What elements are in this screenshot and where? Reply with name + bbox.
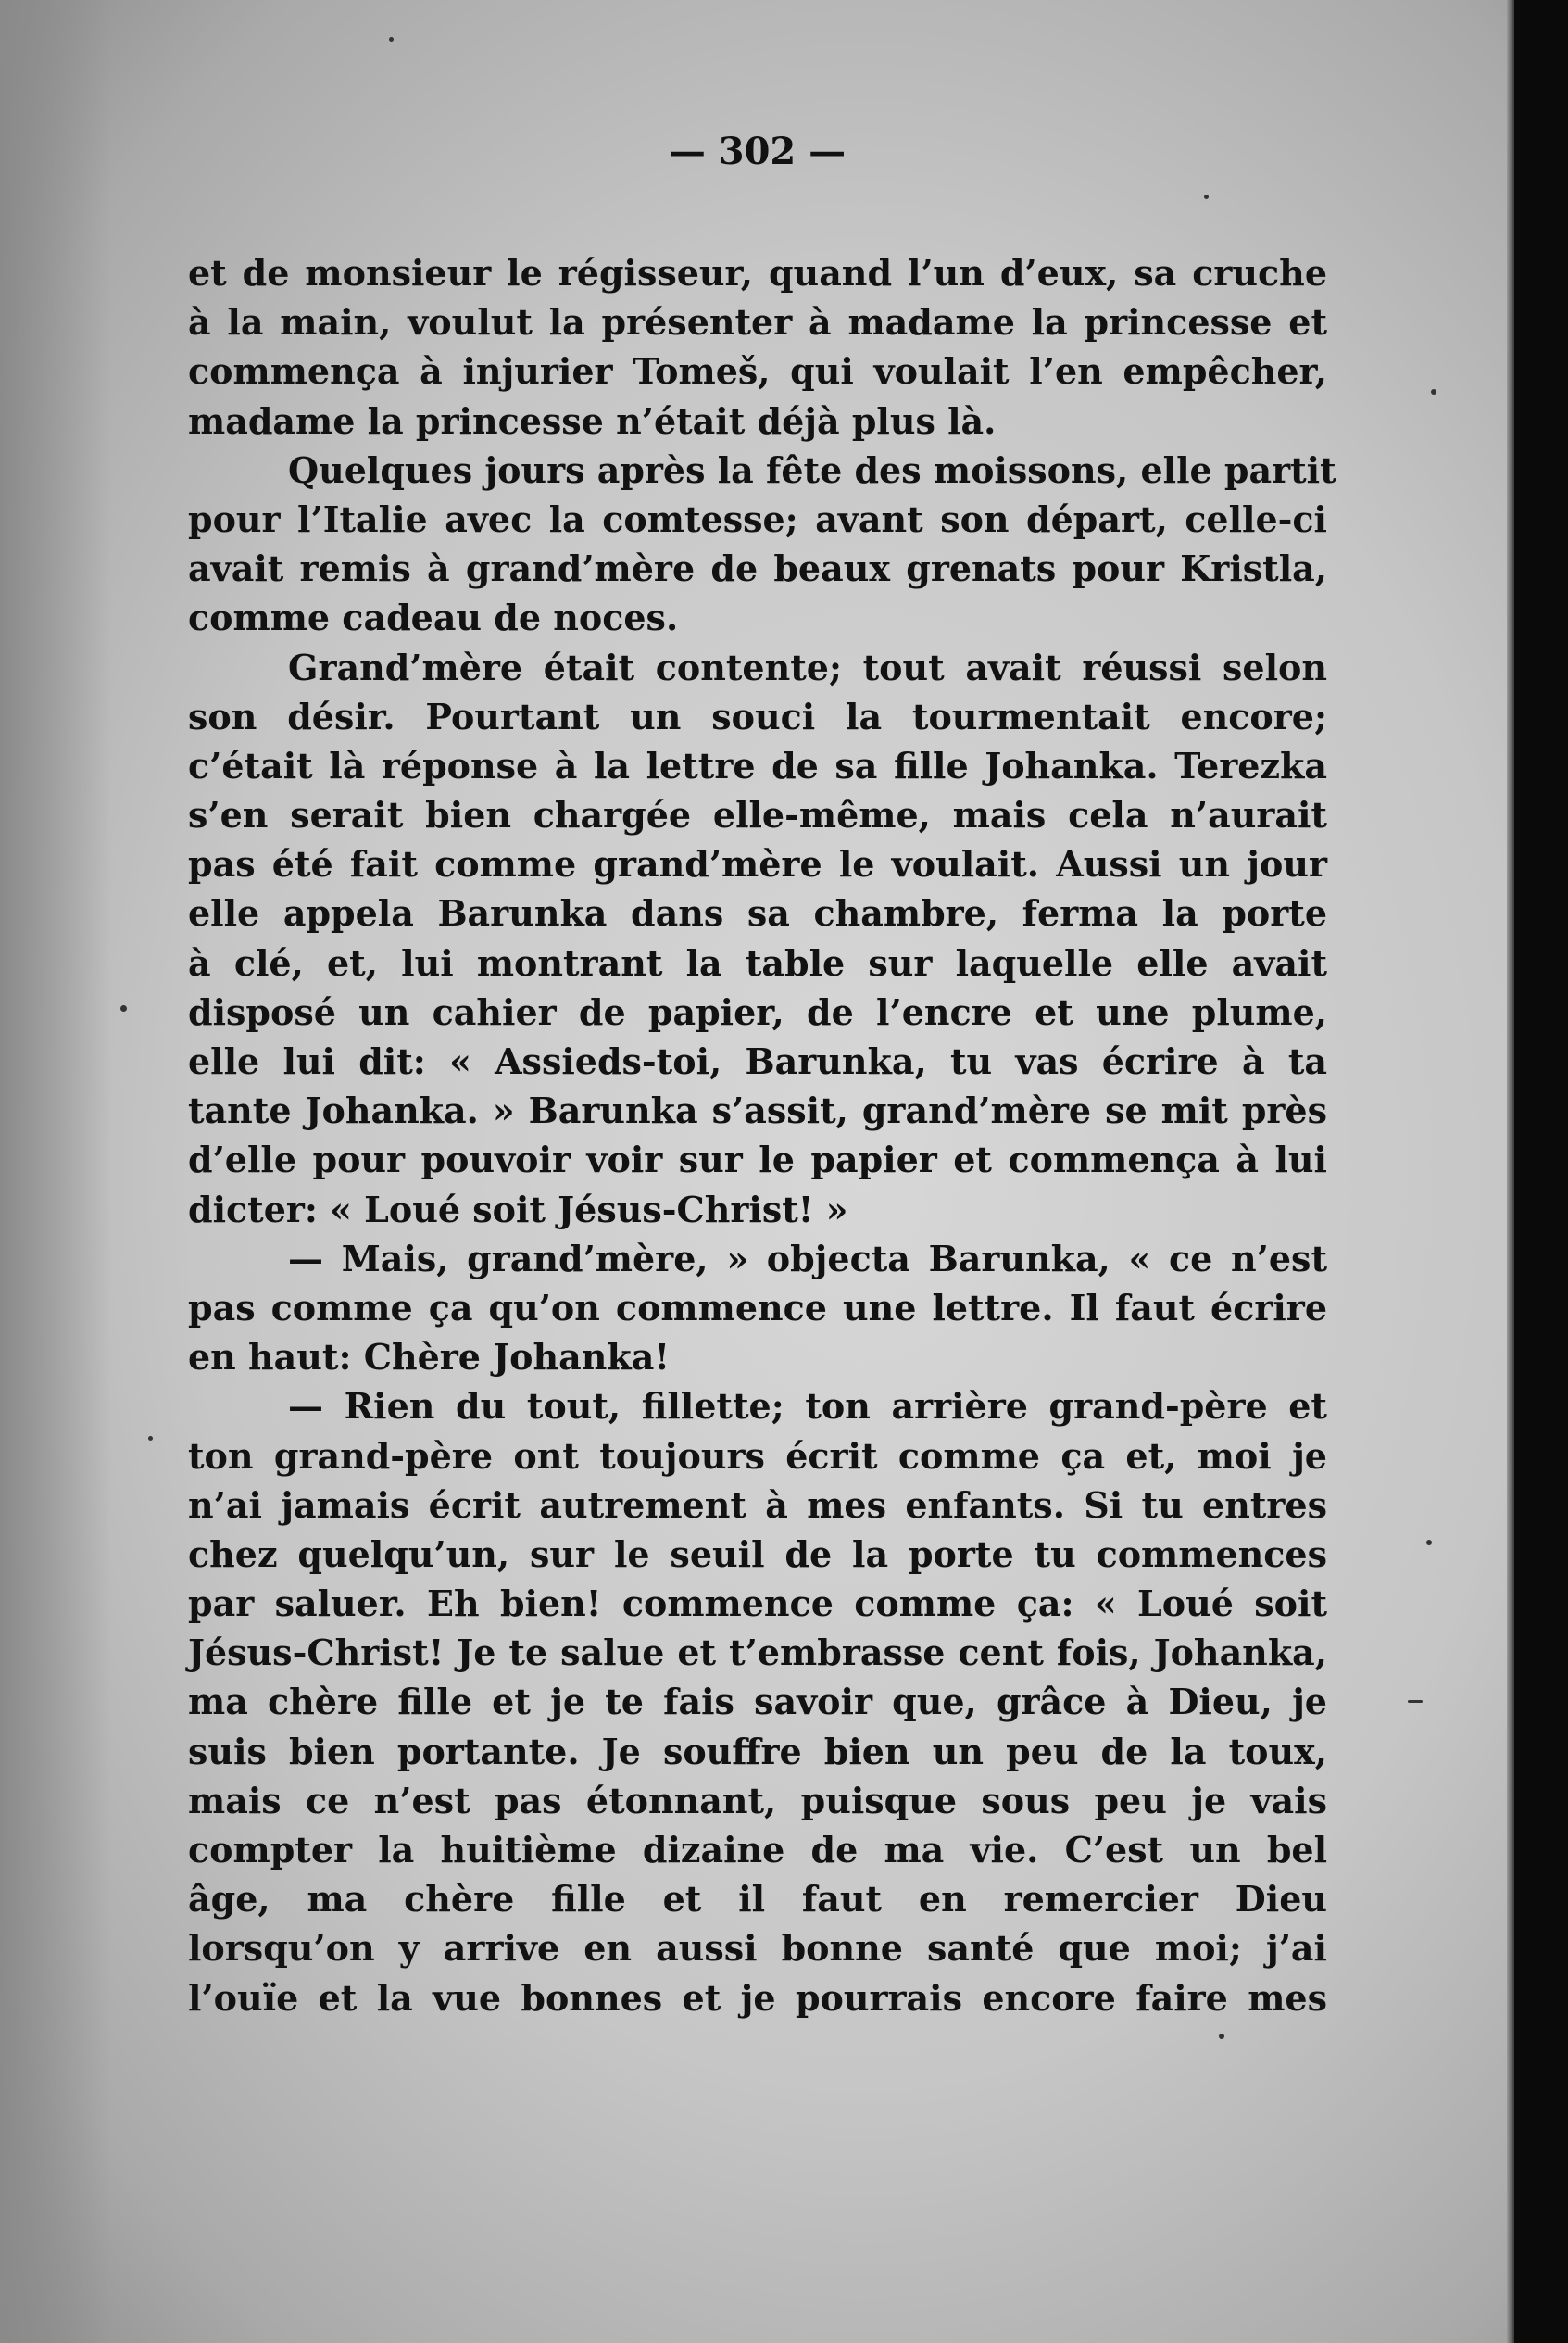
text-line: l’ouïe et la vue bonnes et je pourrais encore faire mes [188, 1976, 1327, 2019]
text-line: disposé un cahier de papier, de l’encre et une plume, [188, 990, 1327, 1033]
page-left-shadow [0, 0, 111, 2343]
text-line: chez quelqu’un, sur le seuil de la porte tu commences [188, 1532, 1327, 1575]
text-line: ton grand-père ont toujours écrit comme ça et, moi je [188, 1434, 1327, 1477]
text-line: — Mais, grand’mère, » objecta Barunka, « ce n’est [288, 1237, 1327, 1279]
text-line: comme cadeau de noces. [188, 597, 679, 639]
page-number: — 302 — [668, 130, 847, 173]
dark-border [1514, 0, 1568, 2343]
text-line: d’elle pour pouvoir voir sur le papier et commença à lui [188, 1139, 1327, 1181]
text-line: âge, ma chère fille et il faut en remercier Dieu [188, 1878, 1327, 1921]
scan-speck [148, 1436, 153, 1441]
text-line: suis bien portante. Je souffre bien un peu de la toux, [188, 1730, 1327, 1772]
text-line: compter la huitième dizaine de ma vie. C’est un bel [188, 1829, 1327, 1871]
text-line: — Rien du tout, fillette; ton arrière grand-père et [288, 1385, 1327, 1428]
text-line: ma chère fille et je te fais savoir que, grâce à Dieu, je [188, 1681, 1327, 1723]
scan-speck [389, 37, 394, 42]
text-line: son désir. Pourtant un souci la tourmentait encore; [188, 695, 1327, 737]
scan-speck [1408, 1700, 1423, 1703]
scan-speck [1426, 1540, 1432, 1545]
scan-speck [120, 1005, 127, 1012]
text-line: et de monsieur le régisseur, quand l’un d’eux, sa cruche [188, 252, 1327, 294]
text-line: mais ce n’est pas étonnant, puisque sous peu je vais [188, 1779, 1327, 1821]
text-line: s’en serait bien chargée elle-même, mais cela n’aurait [188, 794, 1327, 837]
text-line: tante Johanka. » Barunka s’assit, grand’mère se mit près [188, 1090, 1327, 1132]
text-line: par saluer. Eh bien! commence comme ça: « Loué soit [188, 1582, 1327, 1625]
text-line: dicter: « Loué soit Jésus-Christ! » [188, 1188, 848, 1230]
scan-speck [1431, 389, 1436, 395]
page-binding-edge [1507, 0, 1514, 2343]
text-line: avait remis à grand’mère de beaux grenats pour Kristla, [188, 548, 1327, 590]
scan-speck [1219, 2034, 1224, 2039]
text-line: lorsqu’on y arrive en aussi bonne santé que moi; j’ai [188, 1927, 1327, 1970]
text-line: commença à injurier Tomeš, qui voulait l’en empêcher, [188, 350, 1327, 393]
text-line: n’ai jamais écrit autrement à mes enfants. Si tu entres [188, 1483, 1327, 1526]
body-text [188, 248, 1336, 2022]
text-line: en haut: Chère Johanka! [188, 1336, 671, 1379]
text-line: pour l’Italie avec la comtesse; avant son départ, celle-ci [188, 498, 1327, 540]
text-line: Grand’mère était contente; tout avait réussi selon [288, 646, 1327, 688]
text-line: pas comme ça qu’on commence une lettre. Il faut écrire [188, 1286, 1327, 1329]
text-line: Jésus-Christ! Je te salue et t’embrasse cent fois, Johanka, [188, 1631, 1327, 1674]
text-line: c’était là réponse à la lettre de sa fille Johanka. Terezka [188, 744, 1327, 787]
text-line: Quelques jours après la fête des moissons, elle partit [288, 448, 1336, 491]
text-line: elle lui dit: « Assieds-toi, Barunka, tu vas écrire à ta [188, 1040, 1327, 1082]
text-line: à la main, voulut la présenter à madame la princesse et [188, 301, 1327, 344]
text-line: madame la princesse n’était déjà plus là. [188, 399, 997, 442]
scan-speck [1204, 195, 1209, 199]
text-line: elle appela Barunka dans sa chambre, ferma la porte [188, 892, 1327, 935]
text-line: à clé, et, lui montrant la table sur laquelle elle avait [188, 941, 1327, 984]
text-line: pas été fait comme grand’mère le voulait. Aussi un jour [188, 843, 1327, 886]
